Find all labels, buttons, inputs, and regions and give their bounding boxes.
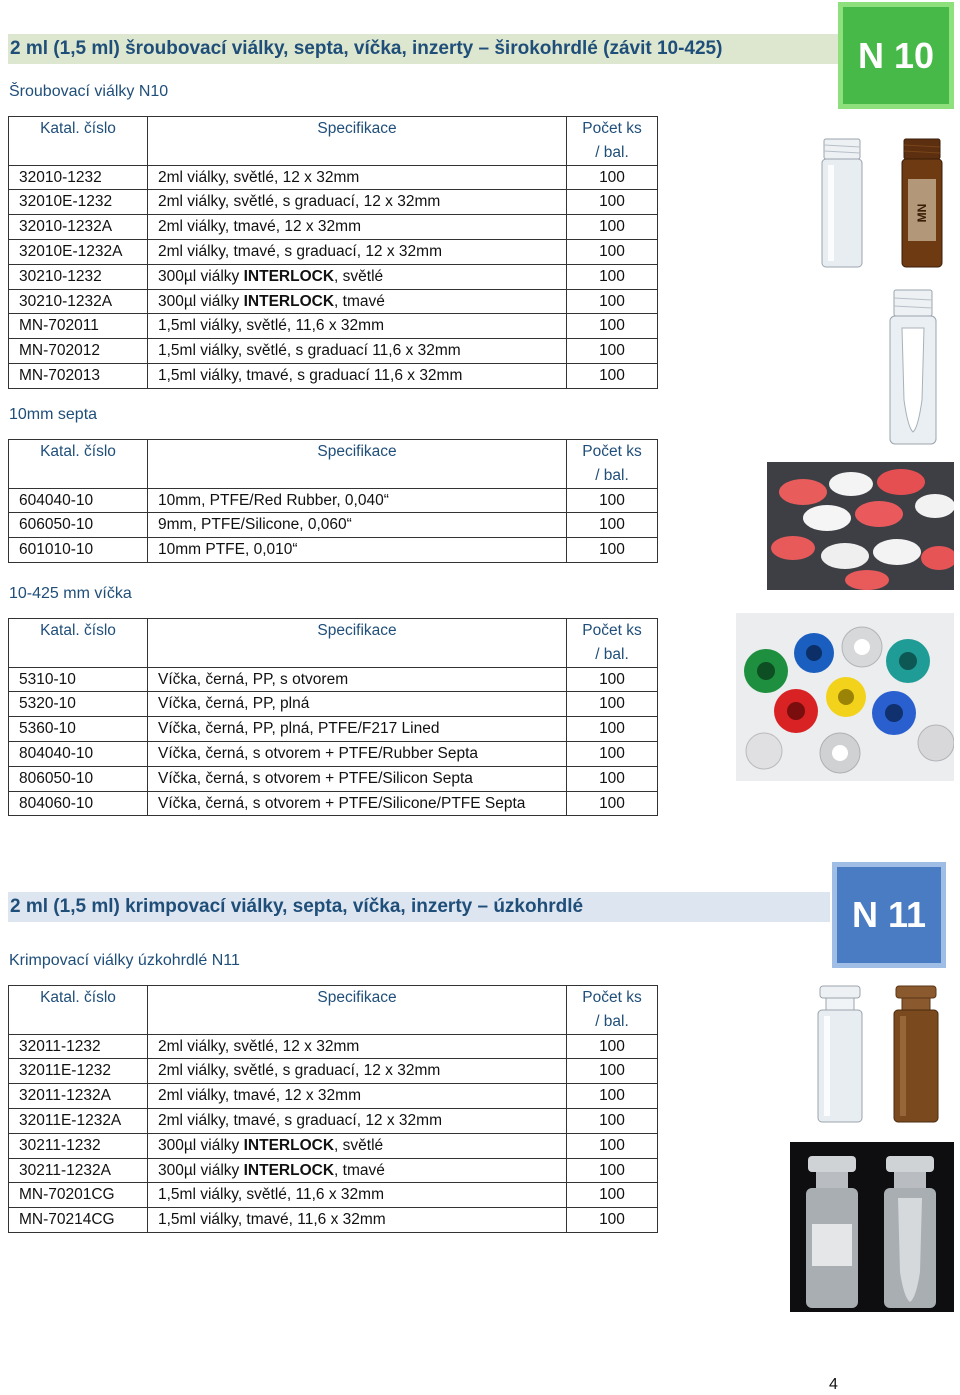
spec-cell: 10mm, PTFE/Red Rubber, 0,040“	[148, 488, 567, 513]
catalog-cell: MN-702013	[9, 363, 148, 388]
vials-n10-heading: Šroubovací viálky N10	[9, 83, 169, 100]
table-row	[9, 289, 658, 314]
count-cell: 100	[567, 314, 658, 339]
catalog-cell: 5360-10	[9, 717, 148, 742]
spec-text: 300µl viálky	[158, 1161, 244, 1179]
spec-cell: 2ml viálky, tmavé, s graduací, 12 x 32mm	[148, 239, 567, 264]
septa-photo	[767, 462, 954, 590]
spec-cell: 2ml viálky, světlé, s graduací, 12 x 32mm	[148, 1059, 567, 1084]
spec-cell: 2ml viálky, světlé, 12 x 32mm	[148, 165, 567, 190]
spec-cell	[148, 1158, 567, 1183]
catalog-cell: MN-702011	[9, 314, 148, 339]
spec-cell: 1,5ml viálky, světlé, 11,6 x 32mm	[148, 314, 567, 339]
section-title-text: 2 ml (1,5 ml) krimpovací viálky, septa, víčka, inzerty – úzkohrdlé	[10, 896, 584, 917]
spec-brand: INTERLOCK	[243, 1161, 335, 1179]
catalog-cell: MN-70201CG	[9, 1183, 148, 1208]
col-header-count	[567, 440, 658, 489]
catalog-cell: 32011-1232A	[9, 1084, 148, 1109]
spec-text: , světlé	[334, 267, 384, 285]
spec-cell: Víčka, černá, PP, plná, PTFE/F217 Lined	[148, 717, 567, 742]
table-row	[9, 239, 658, 264]
count-cell: 100	[567, 667, 658, 692]
page-number: 4	[829, 1376, 838, 1393]
spec-cell: 2ml viálky, světlé, 12 x 32mm	[148, 1034, 567, 1059]
table-row	[9, 190, 658, 215]
col-header-count-line2: / bal.	[595, 143, 629, 161]
catalog-cell: 32011E-1232A	[9, 1108, 148, 1133]
table-row	[9, 667, 658, 692]
count-cell: 100	[567, 1034, 658, 1059]
table-row	[9, 264, 658, 289]
spec-cell: 2ml viálky, tmavé, s graduací, 12 x 32mm	[148, 1108, 567, 1133]
col-header-spec: Specifikace	[148, 619, 567, 668]
spec-cell: Víčka, černá, s otvorem + PTFE/Silicone/PTFE Septa	[148, 791, 567, 816]
table-row	[9, 717, 658, 742]
count-cell: 100	[567, 1059, 658, 1084]
catalog-cell: 32010E-1232	[9, 190, 148, 215]
count-cell: 100	[567, 1158, 658, 1183]
caps-heading: 10-425 mm víčka	[9, 585, 132, 602]
table-row	[9, 488, 658, 513]
table-row	[9, 1108, 658, 1133]
table-row	[9, 1034, 658, 1059]
crimp-vials-photo	[800, 982, 954, 1126]
catalog-cell: 604040-10	[9, 488, 148, 513]
count-cell: 100	[567, 741, 658, 766]
count-cell: 100	[567, 289, 658, 314]
screw-vials-photo	[810, 135, 954, 275]
count-cell: 100	[567, 791, 658, 816]
table-row	[9, 513, 658, 538]
count-cell: 100	[567, 1133, 658, 1158]
count-cell: 100	[567, 165, 658, 190]
caps-table	[8, 618, 658, 816]
col-header-count-line2: / bal.	[595, 645, 629, 663]
spec-cell: 1,5ml viálky, tmavé, s graduací 11,6 x 32mm	[148, 363, 567, 388]
catalog-cell: 30211-1232	[9, 1133, 148, 1158]
col-header-catalog: Katal. číslo	[9, 440, 148, 489]
count-cell: 100	[567, 215, 658, 240]
vials-n11-table	[8, 985, 658, 1233]
spec-cell	[148, 289, 567, 314]
table-row	[9, 363, 658, 388]
count-cell: 100	[567, 339, 658, 364]
count-cell: 100	[567, 538, 658, 563]
table-row	[9, 1158, 658, 1183]
count-cell: 100	[567, 513, 658, 538]
count-cell: 100	[567, 264, 658, 289]
count-cell: 100	[567, 488, 658, 513]
spec-cell: 1,5ml viálky, světlé, 11,6 x 32mm	[148, 1183, 567, 1208]
col-header-count-line1: Počet ks	[582, 989, 642, 1006]
spec-cell: Víčka, černá, s otvorem + PTFE/Silicon Septa	[148, 766, 567, 791]
table-header-row	[9, 986, 658, 1035]
table-header-row	[9, 619, 658, 668]
septa-table	[8, 439, 658, 563]
badge-n11: N 11	[832, 862, 946, 968]
count-cell: 100	[567, 717, 658, 742]
catalog-cell: 32011E-1232	[9, 1059, 148, 1084]
spec-cell	[148, 264, 567, 289]
spec-cell	[148, 1133, 567, 1158]
caps-photo	[736, 613, 954, 781]
vial-logo: MN	[915, 203, 929, 223]
spec-cell: Víčka, černá, PP, s otvorem	[148, 667, 567, 692]
table-row	[9, 165, 658, 190]
spec-cell: 1,5ml viálky, světlé, s graduací 11,6 x 32mm	[148, 339, 567, 364]
section-title-n10	[8, 34, 838, 64]
spec-cell: 2ml viálky, tmavé, 12 x 32mm	[148, 215, 567, 240]
count-cell: 100	[567, 239, 658, 264]
col-header-count-line1: Počet ks	[582, 443, 642, 460]
spec-cell: 1,5ml viálky, tmavé, 11,6 x 32mm	[148, 1208, 567, 1233]
catalog-cell: 601010-10	[9, 538, 148, 563]
spec-cell: Víčka, černá, s otvorem + PTFE/Rubber Septa	[148, 741, 567, 766]
catalog-cell: MN-702012	[9, 339, 148, 364]
col-header-count-line1: Počet ks	[582, 120, 642, 137]
table-header-row	[9, 440, 658, 489]
catalog-cell: MN-70214CG	[9, 1208, 148, 1233]
col-header-catalog: Katal. číslo	[9, 117, 148, 166]
spec-brand: INTERLOCK	[243, 1136, 335, 1154]
count-cell: 100	[567, 766, 658, 791]
catalog-cell: 5310-10	[9, 667, 148, 692]
table-row	[9, 692, 658, 717]
col-header-catalog: Katal. číslo	[9, 619, 148, 668]
table-header-row	[9, 117, 658, 166]
count-cell: 100	[567, 1108, 658, 1133]
spec-text: 300µl viálky	[158, 292, 244, 310]
spec-cell: 10mm PTFE, 0,010“	[148, 538, 567, 563]
spec-cell: Víčka, černá, PP, plná	[148, 692, 567, 717]
spec-cell: 2ml viálky, tmavé, 12 x 32mm	[148, 1084, 567, 1109]
table-row	[9, 1208, 658, 1233]
table-row	[9, 766, 658, 791]
catalog-cell: 30210-1232A	[9, 289, 148, 314]
table-row	[9, 741, 658, 766]
col-header-catalog: Katal. číslo	[9, 986, 148, 1035]
col-header-spec: Specifikace	[148, 986, 567, 1035]
table-row	[9, 1084, 658, 1109]
catalog-cell: 806050-10	[9, 766, 148, 791]
section-title-text: 2 ml (1,5 ml) šroubovací viálky, septa, víčka, inzerty – širokohrdlé (závit 10-425)	[10, 38, 723, 59]
catalog-cell: 5320-10	[9, 692, 148, 717]
count-cell: 100	[567, 363, 658, 388]
catalog-cell: 606050-10	[9, 513, 148, 538]
spec-brand: INTERLOCK	[243, 267, 335, 285]
catalog-cell: 32010E-1232A	[9, 239, 148, 264]
catalog-cell: 32010-1232	[9, 165, 148, 190]
catalog-cell: 804060-10	[9, 791, 148, 816]
count-cell: 100	[567, 692, 658, 717]
spec-cell: 9mm, PTFE/Silicone, 0,060“	[148, 513, 567, 538]
col-header-spec: Specifikace	[148, 440, 567, 489]
spec-text: , světlé	[334, 1136, 384, 1154]
vials-n11-heading: Krimpovací viálky úzkohrdlé N11	[9, 952, 240, 969]
vials-n10-table	[8, 116, 658, 389]
spec-text: 300µl viálky	[158, 1136, 244, 1154]
col-header-count-line2: / bal.	[595, 466, 629, 484]
col-header-count-line2: / bal.	[595, 1012, 629, 1030]
col-header-count	[567, 117, 658, 166]
spec-text: , tmavé	[334, 1161, 385, 1179]
count-cell: 100	[567, 1208, 658, 1233]
col-header-count	[567, 986, 658, 1035]
col-header-spec: Specifikace	[148, 117, 567, 166]
spec-text: 300µl viálky	[158, 267, 244, 285]
catalog-cell: 30211-1232A	[9, 1158, 148, 1183]
badge-n10: N 10	[838, 2, 954, 109]
catalog-cell: 804040-10	[9, 741, 148, 766]
spec-cell: 2ml viálky, světlé, s graduací, 12 x 32mm	[148, 190, 567, 215]
interlock-vial-photo	[868, 288, 954, 448]
catalog-cell: 32011-1232	[9, 1034, 148, 1059]
col-header-count	[567, 619, 658, 668]
catalog-cell: 30210-1232	[9, 264, 148, 289]
crimp-interlock-photo	[790, 1142, 954, 1312]
spec-text: , tmavé	[334, 292, 385, 310]
table-row	[9, 538, 658, 563]
table-row	[9, 215, 658, 240]
table-row	[9, 314, 658, 339]
table-row	[9, 1183, 658, 1208]
col-header-count-line1: Počet ks	[582, 622, 642, 639]
septa-heading: 10mm septa	[9, 406, 98, 423]
spec-brand: INTERLOCK	[243, 292, 335, 310]
table-row	[9, 339, 658, 364]
table-row	[9, 1133, 658, 1158]
count-cell: 100	[567, 190, 658, 215]
count-cell: 100	[567, 1084, 658, 1109]
catalog-cell: 32010-1232A	[9, 215, 148, 240]
section-title-n11	[8, 892, 830, 922]
table-row	[9, 791, 658, 816]
count-cell: 100	[567, 1183, 658, 1208]
table-row	[9, 1059, 658, 1084]
